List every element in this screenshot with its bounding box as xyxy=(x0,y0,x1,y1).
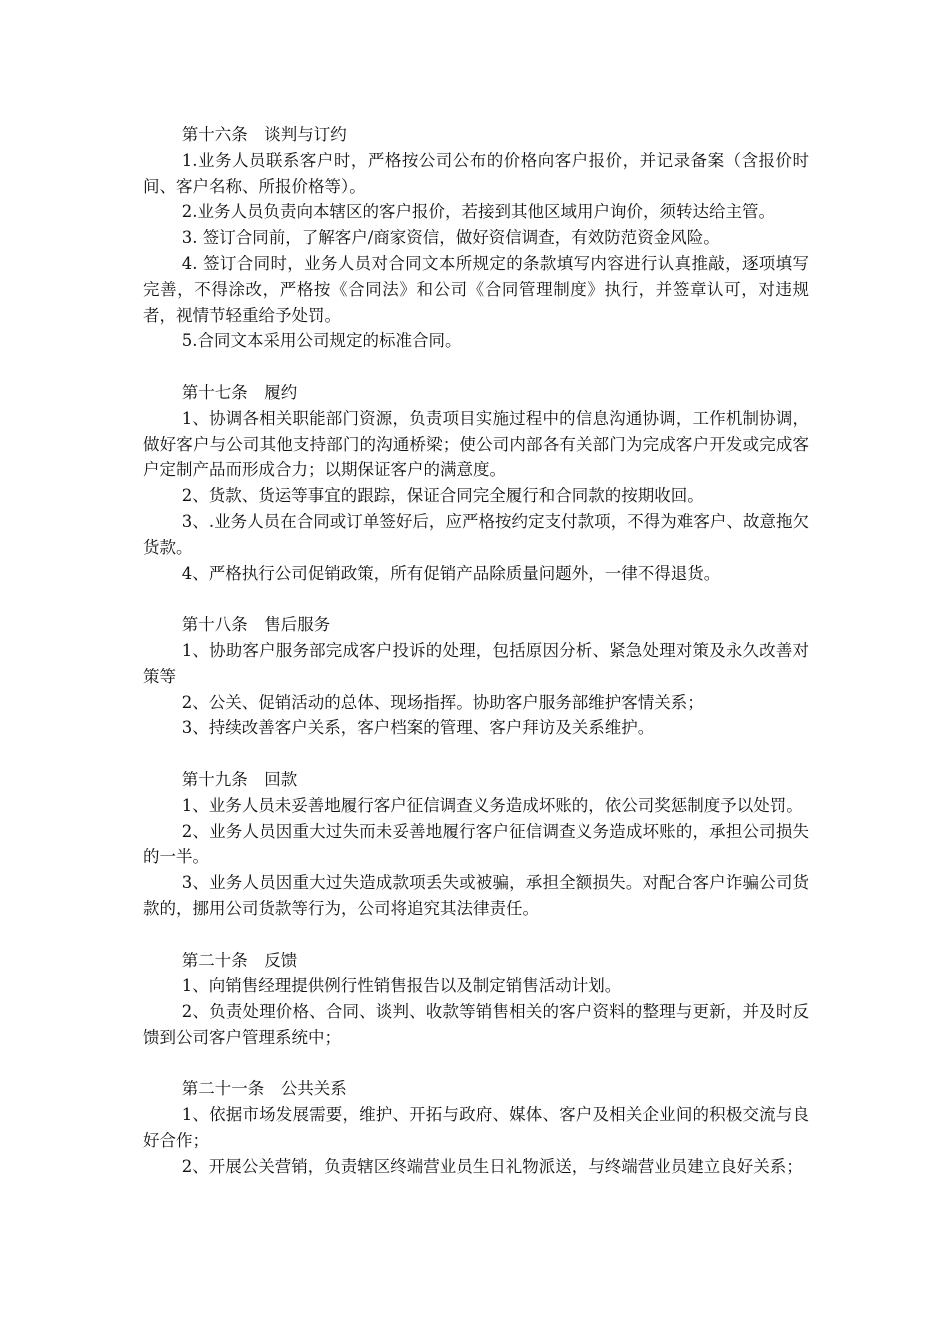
article-paragraph: 4. 签订合同时，业务人员对合同文本所规定的条款填写内容进行认真推敲，逐项填写完善，不得涂改，严格按《合同法》和公司《合同管理制度》执行，并签章认可，对违规者，视情节轻重给予处罚。 xyxy=(143,253,809,325)
article-heading: 第十六条 谈判与订约 xyxy=(181,125,347,144)
article-paragraph: 1、协助客户服务部完成客户投诉的处理，包括原因分析、紧急处理对策及永久改善对策等 xyxy=(143,640,809,686)
article-16 xyxy=(143,122,809,354)
article-paragraph: 2、业务人员因重大过失而未妥善地履行客户征信调查义务造成坏账的，承担公司损失的一半。 xyxy=(143,821,809,867)
article-17 xyxy=(143,380,809,586)
article-paragraph: 1、向销售经理提供例行性销售报告以及制定销售活动计划。 xyxy=(181,976,622,996)
article-paragraph: 2、开展公关营销，负责辖区终端营业员生日礼物派送，与终端营业员建立良好关系； xyxy=(181,1156,803,1176)
article-paragraph: 1、依据市场发展需要，维护、开拓与政府、媒体、客户及相关企业间的积极交流与良好合作； xyxy=(143,1105,809,1151)
article-18 xyxy=(143,612,809,741)
document-page xyxy=(143,122,809,1205)
article-paragraph: 3、持续改善客户关系，客户档案的管理、客户拜访及关系维护。 xyxy=(181,718,655,738)
article-paragraph: 3. 签订合同前，了解客户/商家资信，做好资信调查，有效防范资金风险。 xyxy=(181,228,720,248)
article-paragraph: 5.合同文本采用公司规定的标准合同。 xyxy=(181,331,462,351)
article-paragraph: 2、负责处理价格、合同、谈判、收款等销售相关的客户资料的整理与更新，并及时反馈到公司客户管理系统中； xyxy=(143,1002,809,1047)
article-heading: 第二十一条 公共关系 xyxy=(181,1079,347,1099)
article-paragraph: 1、协调各相关职能部门资源，负责项目实施过程中的信息沟通协调，工作机制协调，做好客户与公司其他支持部门的沟通桥梁；使公司内部各有关部门为完成客户开发或完成客户定制产品而形成合力；以期保证客户的满意度。 xyxy=(143,408,809,480)
article-heading: 第十九条 回款 xyxy=(181,769,298,789)
article-19 xyxy=(143,767,809,922)
article-paragraph: 2.业务人员负责向本辖区的客户报价，若接到其他区域用户询价，须转达给主管。 xyxy=(181,202,776,222)
article-paragraph: 3、.业务人员在合同或订单签好后，应严格按约定支付款项，不得为难客户、故意拖欠货款。 xyxy=(143,511,809,557)
article-paragraph: 2、货款、货运等事宜的跟踪，保证合同完全履行和合同款的按期收回。 xyxy=(181,486,704,506)
article-paragraph: 2、公关、促销活动的总体、现场指挥。协助客户服务部维护客情关系； xyxy=(181,692,704,712)
article-heading: 第十八条 售后服务 xyxy=(181,615,331,635)
article-heading: 第十七条 履约 xyxy=(181,382,298,402)
article-21 xyxy=(143,1076,809,1179)
article-paragraph: 3、业务人员因重大过失造成款项丢失或被骗，承担全额损失。对配合客户诈骗公司货款的，挪用公司货款等行为，公司将追究其法律责任。 xyxy=(143,873,809,918)
article-paragraph: 1.业务人员联系客户时，严格按公司公布的价格向客户报价，并记录备案（含报价时间、客户名称、所报价格等）。 xyxy=(143,150,809,196)
article-20 xyxy=(143,948,809,1051)
article-heading: 第二十条 反馈 xyxy=(181,950,298,970)
article-paragraph: 1、业务人员未妥善地履行客户征信调查义务造成坏账的，依公司奖惩制度予以处罚。 xyxy=(181,795,803,815)
article-paragraph: 4、严格执行公司促销政策，所有促销产品除质量问题外，一律不得退货。 xyxy=(181,563,721,583)
